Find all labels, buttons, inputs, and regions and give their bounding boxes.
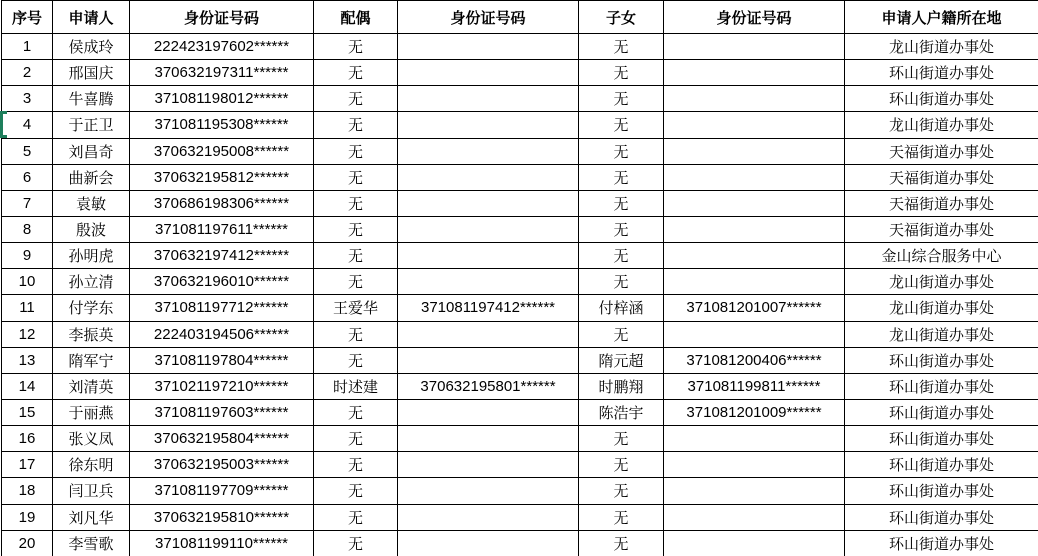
table-row bbox=[2, 504, 1038, 530]
table-row bbox=[2, 347, 1038, 373]
cell-spouse[interactable]: 无 bbox=[314, 138, 398, 164]
cell-applicant[interactable]: 徐东明 bbox=[53, 452, 130, 478]
cell-spouse-id[interactable] bbox=[398, 138, 579, 164]
table-row bbox=[2, 452, 1038, 478]
cell-applicant-id[interactable]: 370686198306****** bbox=[130, 190, 314, 216]
cell-spouse[interactable]: 无 bbox=[314, 321, 398, 347]
cell-spouse-id[interactable] bbox=[398, 60, 579, 86]
column-header-child-id[interactable]: 身份证号码 bbox=[664, 1, 845, 34]
cell-district[interactable]: 环山街道办事处 bbox=[845, 86, 1038, 112]
cell-no[interactable]: 17 bbox=[2, 452, 53, 478]
cell-spouse-id[interactable] bbox=[398, 321, 579, 347]
table-row bbox=[2, 112, 1038, 138]
cell-district[interactable]: 环山街道办事处 bbox=[845, 347, 1038, 373]
cell-district[interactable]: 环山街道办事处 bbox=[845, 452, 1038, 478]
cell-applicant-id[interactable]: 371081197611****** bbox=[130, 216, 314, 242]
cell-spouse[interactable]: 王爱华 bbox=[314, 295, 398, 321]
cell-spouse-id[interactable] bbox=[398, 530, 579, 556]
cell-child[interactable]: 无 bbox=[579, 504, 664, 530]
cell-district[interactable]: 环山街道办事处 bbox=[845, 478, 1038, 504]
cell-child[interactable]: 无 bbox=[579, 216, 664, 242]
cell-applicant[interactable]: 张义凤 bbox=[53, 426, 130, 452]
cell-applicant[interactable]: 袁敏 bbox=[53, 190, 130, 216]
cell-applicant-id[interactable]: 371081195308****** bbox=[130, 112, 314, 138]
cell-applicant[interactable]: 侯成玲 bbox=[53, 34, 130, 60]
cell-applicant-id[interactable]: 370632195804****** bbox=[130, 426, 314, 452]
cell-child[interactable]: 无 bbox=[579, 530, 664, 556]
cell-applicant[interactable]: 于丽燕 bbox=[53, 399, 130, 425]
cell-district[interactable]: 环山街道办事处 bbox=[845, 426, 1038, 452]
cell-spouse[interactable]: 无 bbox=[314, 164, 398, 190]
cell-child[interactable]: 时鹏翔 bbox=[579, 373, 664, 399]
cell-district[interactable]: 金山综合服务中心 bbox=[845, 243, 1038, 269]
cell-no[interactable]: 7 bbox=[2, 190, 53, 216]
cell-applicant-id[interactable]: 371081199110****** bbox=[130, 530, 314, 556]
cell-no[interactable]: 11 bbox=[2, 295, 53, 321]
cell-no[interactable]: 2 bbox=[2, 60, 53, 86]
cell-applicant-id[interactable]: 370632195810****** bbox=[130, 504, 314, 530]
cell-no[interactable]: 3 bbox=[2, 86, 53, 112]
cell-applicant-id[interactable]: 371081197804****** bbox=[130, 347, 314, 373]
cell-applicant[interactable]: 刘凡华 bbox=[53, 504, 130, 530]
cell-applicant-id[interactable]: 370632195008****** bbox=[130, 138, 314, 164]
table-row bbox=[2, 243, 1038, 269]
cell-applicant[interactable]: 隋军宁 bbox=[53, 347, 130, 373]
cell-child-id[interactable] bbox=[664, 138, 845, 164]
cell-child[interactable]: 无 bbox=[579, 478, 664, 504]
cell-district[interactable]: 环山街道办事处 bbox=[845, 530, 1038, 556]
cell-applicant-id[interactable]: 370632195003****** bbox=[130, 452, 314, 478]
cell-child[interactable]: 无 bbox=[579, 452, 664, 478]
cell-child-id[interactable] bbox=[664, 112, 845, 138]
cell-child-id[interactable]: 371081200406****** bbox=[664, 347, 845, 373]
cell-district[interactable]: 环山街道办事处 bbox=[845, 399, 1038, 425]
cell-applicant-id[interactable]: 371081197709****** bbox=[130, 478, 314, 504]
cell-applicant[interactable]: 刘昌奇 bbox=[53, 138, 130, 164]
cell-child-id[interactable] bbox=[664, 478, 845, 504]
cell-spouse[interactable]: 无 bbox=[314, 504, 398, 530]
column-header-no[interactable]: 序号 bbox=[2, 1, 53, 34]
cell-child[interactable]: 无 bbox=[579, 112, 664, 138]
cell-applicant[interactable]: 殷波 bbox=[53, 216, 130, 242]
table-row bbox=[2, 478, 1038, 504]
cell-spouse-id[interactable] bbox=[398, 216, 579, 242]
cell-applicant[interactable]: 牛喜腾 bbox=[53, 86, 130, 112]
table-row bbox=[2, 86, 1038, 112]
cell-spouse-id[interactable] bbox=[398, 86, 579, 112]
cell-spouse[interactable]: 无 bbox=[314, 347, 398, 373]
cell-spouse[interactable]: 无 bbox=[314, 269, 398, 295]
cell-child-id[interactable] bbox=[664, 60, 845, 86]
cell-applicant-id[interactable]: 371021197210****** bbox=[130, 373, 314, 399]
column-header-district[interactable]: 申请人户籍所在地 bbox=[845, 1, 1038, 34]
cell-no[interactable]: 15 bbox=[2, 399, 53, 425]
cell-child-id[interactable] bbox=[664, 34, 845, 60]
cell-spouse[interactable]: 无 bbox=[314, 190, 398, 216]
cell-applicant-id[interactable]: 371081197603****** bbox=[130, 399, 314, 425]
table-row bbox=[2, 216, 1038, 242]
cell-child-id[interactable] bbox=[664, 190, 845, 216]
cell-child-id[interactable] bbox=[664, 452, 845, 478]
cell-child-id[interactable]: 371081201007****** bbox=[664, 295, 845, 321]
cell-spouse[interactable]: 无 bbox=[314, 452, 398, 478]
cell-applicant[interactable]: 于正卫 bbox=[53, 112, 130, 138]
cell-child-id[interactable] bbox=[664, 530, 845, 556]
cell-applicant-id[interactable]: 370632197412****** bbox=[130, 243, 314, 269]
cell-child[interactable]: 无 bbox=[579, 321, 664, 347]
cell-child[interactable]: 无 bbox=[579, 86, 664, 112]
cell-child[interactable]: 无 bbox=[579, 60, 664, 86]
cell-spouse[interactable]: 无 bbox=[314, 60, 398, 86]
cell-child-id[interactable] bbox=[664, 426, 845, 452]
cell-district[interactable]: 龙山街道办事处 bbox=[845, 34, 1038, 60]
cell-applicant[interactable]: 李雪歌 bbox=[53, 530, 130, 556]
cell-spouse-id[interactable] bbox=[398, 190, 579, 216]
cell-applicant-id[interactable]: 370632196010****** bbox=[130, 269, 314, 295]
cell-child-id[interactable]: 371081199811****** bbox=[664, 373, 845, 399]
column-header-child[interactable]: 子女 bbox=[579, 1, 664, 34]
column-header-spouse-id[interactable]: 身份证号码 bbox=[398, 1, 579, 34]
cell-applicant[interactable]: 邢国庆 bbox=[53, 60, 130, 86]
cell-child[interactable]: 无 bbox=[579, 34, 664, 60]
cell-no[interactable]: 18 bbox=[2, 478, 53, 504]
table-row bbox=[2, 321, 1038, 347]
cell-child-id[interactable] bbox=[664, 269, 845, 295]
cell-no[interactable]: 9 bbox=[2, 243, 53, 269]
cell-spouse[interactable]: 无 bbox=[314, 112, 398, 138]
cell-applicant[interactable]: 孙明虎 bbox=[53, 243, 130, 269]
cell-child-id[interactable] bbox=[664, 243, 845, 269]
table-row bbox=[2, 138, 1038, 164]
cell-spouse[interactable]: 无 bbox=[314, 478, 398, 504]
cell-district[interactable]: 龙山街道办事处 bbox=[845, 295, 1038, 321]
column-header-applicant[interactable]: 申请人 bbox=[53, 1, 130, 34]
table-row bbox=[2, 34, 1038, 60]
cell-district[interactable]: 环山街道办事处 bbox=[845, 60, 1038, 86]
cell-spouse-id[interactable]: 371081197412****** bbox=[398, 295, 579, 321]
cell-spouse-id[interactable]: 370632195801****** bbox=[398, 373, 579, 399]
cell-district[interactable]: 天福街道办事处 bbox=[845, 164, 1038, 190]
cell-spouse-id[interactable] bbox=[398, 426, 579, 452]
cell-spouse-id[interactable] bbox=[398, 478, 579, 504]
cell-child[interactable]: 无 bbox=[579, 269, 664, 295]
cell-applicant[interactable]: 曲新会 bbox=[53, 164, 130, 190]
cell-no[interactable]: 20 bbox=[2, 530, 53, 556]
cell-district[interactable]: 环山街道办事处 bbox=[845, 504, 1038, 530]
cell-child[interactable]: 无 bbox=[579, 243, 664, 269]
cell-applicant-id[interactable]: 371081197712****** bbox=[130, 295, 314, 321]
table-body bbox=[2, 34, 1038, 556]
cell-spouse[interactable]: 无 bbox=[314, 243, 398, 269]
cell-no[interactable]: 19 bbox=[2, 504, 53, 530]
column-header-spouse[interactable]: 配偶 bbox=[314, 1, 398, 34]
cell-spouse-id[interactable] bbox=[398, 243, 579, 269]
cell-no[interactable]: 4 bbox=[2, 112, 53, 138]
cell-no[interactable]: 12 bbox=[2, 321, 53, 347]
cell-spouse[interactable]: 无 bbox=[314, 216, 398, 242]
cell-no[interactable]: 10 bbox=[2, 269, 53, 295]
cell-applicant[interactable]: 孙立清 bbox=[53, 269, 130, 295]
cell-spouse[interactable]: 无 bbox=[314, 399, 398, 425]
cell-spouse-id[interactable] bbox=[398, 399, 579, 425]
cell-district[interactable]: 龙山街道办事处 bbox=[845, 321, 1038, 347]
cell-spouse[interactable]: 无 bbox=[314, 426, 398, 452]
cell-applicant-id[interactable]: 222423197602****** bbox=[130, 34, 314, 60]
cell-child-id[interactable] bbox=[664, 321, 845, 347]
table-row bbox=[2, 190, 1038, 216]
cell-child[interactable]: 无 bbox=[579, 138, 664, 164]
cell-spouse[interactable]: 无 bbox=[314, 530, 398, 556]
cell-applicant-id[interactable]: 371081198012****** bbox=[130, 86, 314, 112]
cell-child-id[interactable] bbox=[664, 164, 845, 190]
cell-spouse-id[interactable] bbox=[398, 34, 579, 60]
active-cell-selection-indicator bbox=[0, 111, 3, 138]
cell-child-id[interactable] bbox=[664, 504, 845, 530]
cell-district[interactable]: 天福街道办事处 bbox=[845, 216, 1038, 242]
cell-spouse-id[interactable] bbox=[398, 112, 579, 138]
cell-no[interactable]: 16 bbox=[2, 426, 53, 452]
cell-applicant[interactable]: 李振英 bbox=[53, 321, 130, 347]
cell-district[interactable]: 天福街道办事处 bbox=[845, 138, 1038, 164]
cell-spouse-id[interactable] bbox=[398, 347, 579, 373]
cell-spouse-id[interactable] bbox=[398, 269, 579, 295]
header-row bbox=[2, 1, 1038, 34]
cell-child[interactable]: 付梓涵 bbox=[579, 295, 664, 321]
table-row bbox=[2, 60, 1038, 86]
cell-child[interactable]: 陈浩宇 bbox=[579, 399, 664, 425]
cell-applicant[interactable]: 刘清英 bbox=[53, 373, 130, 399]
applicants-table bbox=[1, 0, 1038, 556]
cell-child[interactable]: 无 bbox=[579, 164, 664, 190]
cell-district[interactable]: 天福街道办事处 bbox=[845, 190, 1038, 216]
cell-no[interactable]: 13 bbox=[2, 347, 53, 373]
table-row bbox=[2, 530, 1038, 556]
cell-spouse[interactable]: 无 bbox=[314, 86, 398, 112]
cell-spouse[interactable]: 无 bbox=[314, 34, 398, 60]
cell-district[interactable]: 龙山街道办事处 bbox=[845, 269, 1038, 295]
cell-applicant[interactable]: 付学东 bbox=[53, 295, 130, 321]
cell-applicant[interactable]: 闫卫兵 bbox=[53, 478, 130, 504]
cell-district[interactable]: 龙山街道办事处 bbox=[845, 112, 1038, 138]
cell-spouse-id[interactable] bbox=[398, 452, 579, 478]
cell-spouse-id[interactable] bbox=[398, 504, 579, 530]
cell-district[interactable]: 环山街道办事处 bbox=[845, 373, 1038, 399]
table-row bbox=[2, 426, 1038, 452]
cell-no[interactable]: 6 bbox=[2, 164, 53, 190]
cell-no[interactable]: 1 bbox=[2, 34, 53, 60]
cell-no[interactable]: 14 bbox=[2, 373, 53, 399]
cell-child-id[interactable]: 371081201009****** bbox=[664, 399, 845, 425]
cell-child[interactable]: 隋元超 bbox=[579, 347, 664, 373]
table-row bbox=[2, 164, 1038, 190]
table-row bbox=[2, 295, 1038, 321]
cell-no[interactable]: 8 bbox=[2, 216, 53, 242]
cell-spouse-id[interactable] bbox=[398, 164, 579, 190]
cell-child-id[interactable] bbox=[664, 216, 845, 242]
cell-applicant-id[interactable]: 370632197311****** bbox=[130, 60, 314, 86]
cell-child[interactable]: 无 bbox=[579, 190, 664, 216]
table-row bbox=[2, 399, 1038, 425]
cell-spouse[interactable]: 时述建 bbox=[314, 373, 398, 399]
column-header-applicant-id[interactable]: 身份证号码 bbox=[130, 1, 314, 34]
cell-applicant-id[interactable]: 370632195812****** bbox=[130, 164, 314, 190]
cell-child[interactable]: 无 bbox=[579, 426, 664, 452]
cell-no[interactable]: 5 bbox=[2, 138, 53, 164]
table-row bbox=[2, 373, 1038, 399]
table-row bbox=[2, 269, 1038, 295]
cell-child-id[interactable] bbox=[664, 86, 845, 112]
cell-applicant-id[interactable]: 222403194506****** bbox=[130, 321, 314, 347]
